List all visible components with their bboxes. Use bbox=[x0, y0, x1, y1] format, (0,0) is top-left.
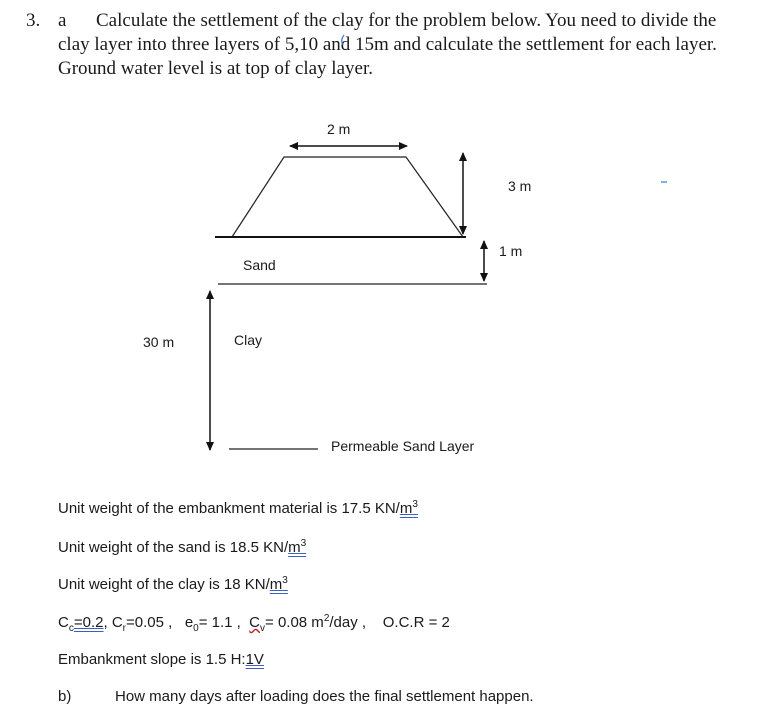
recompression-index: $C_r=0.05$ bbox=[111, 614, 164, 634]
clay-unit-weight: Unit weight of the clay is 18 $KN/m^3$ bbox=[58, 575, 288, 593]
question-line-2: clay layer into three layers of 5,10 and 15m and calculate the settlement for each layer. bbox=[58, 34, 717, 55]
embankment-unit-weight: Unit weight of the embankment material is 17.5 $KN/m^3$ bbox=[58, 499, 418, 517]
sand-unit-weight: Unit weight of the sand is 18.5 $KN/m^3$ bbox=[58, 538, 307, 556]
sand-thickness-label: 1 m bbox=[499, 243, 523, 259]
text-cursor-mark bbox=[342, 35, 344, 45]
question-line-1: Calculate the settlement of the clay for the problem below. You need to divide the bbox=[96, 10, 717, 31]
consolidation-coefficient: $C_v= 0.08$ $m^2$/day bbox=[249, 613, 358, 634]
question-number: 3. bbox=[26, 10, 41, 31]
sand-layer-label: Sand bbox=[243, 257, 276, 273]
void-ratio: $e_0= 1.1$ bbox=[184, 614, 233, 634]
part-b-label: b) bbox=[58, 688, 72, 705]
ocr-value: O.C.R = 2 bbox=[382, 614, 450, 631]
clay-parameters: $C_c=0.2$, $C_r=0.05$ , $e_0= 1.1$ , $C_v= 0.08$ $m^2$/day , O.C.R = 2 bbox=[58, 613, 450, 634]
question-line-3: Ground water level is at top of clay layer. bbox=[58, 58, 373, 79]
question-part: a bbox=[58, 10, 67, 31]
embankment-outline bbox=[232, 157, 463, 237]
part-b-question: How many days after loading does the final settlement happen. bbox=[115, 688, 534, 705]
top-width-label: 2 m bbox=[327, 121, 351, 137]
compression-index: $C_c=0.2$ bbox=[58, 614, 104, 634]
permeable-layer-label: Permeable Sand Layer bbox=[331, 438, 475, 454]
embankment-height-label: 3 m bbox=[508, 178, 532, 194]
clay-layer-label: Clay bbox=[234, 332, 263, 348]
clay-thickness-label: 30 m bbox=[143, 334, 175, 350]
embankment-slope: Embankment slope is 1.5 H:1V bbox=[58, 651, 264, 668]
